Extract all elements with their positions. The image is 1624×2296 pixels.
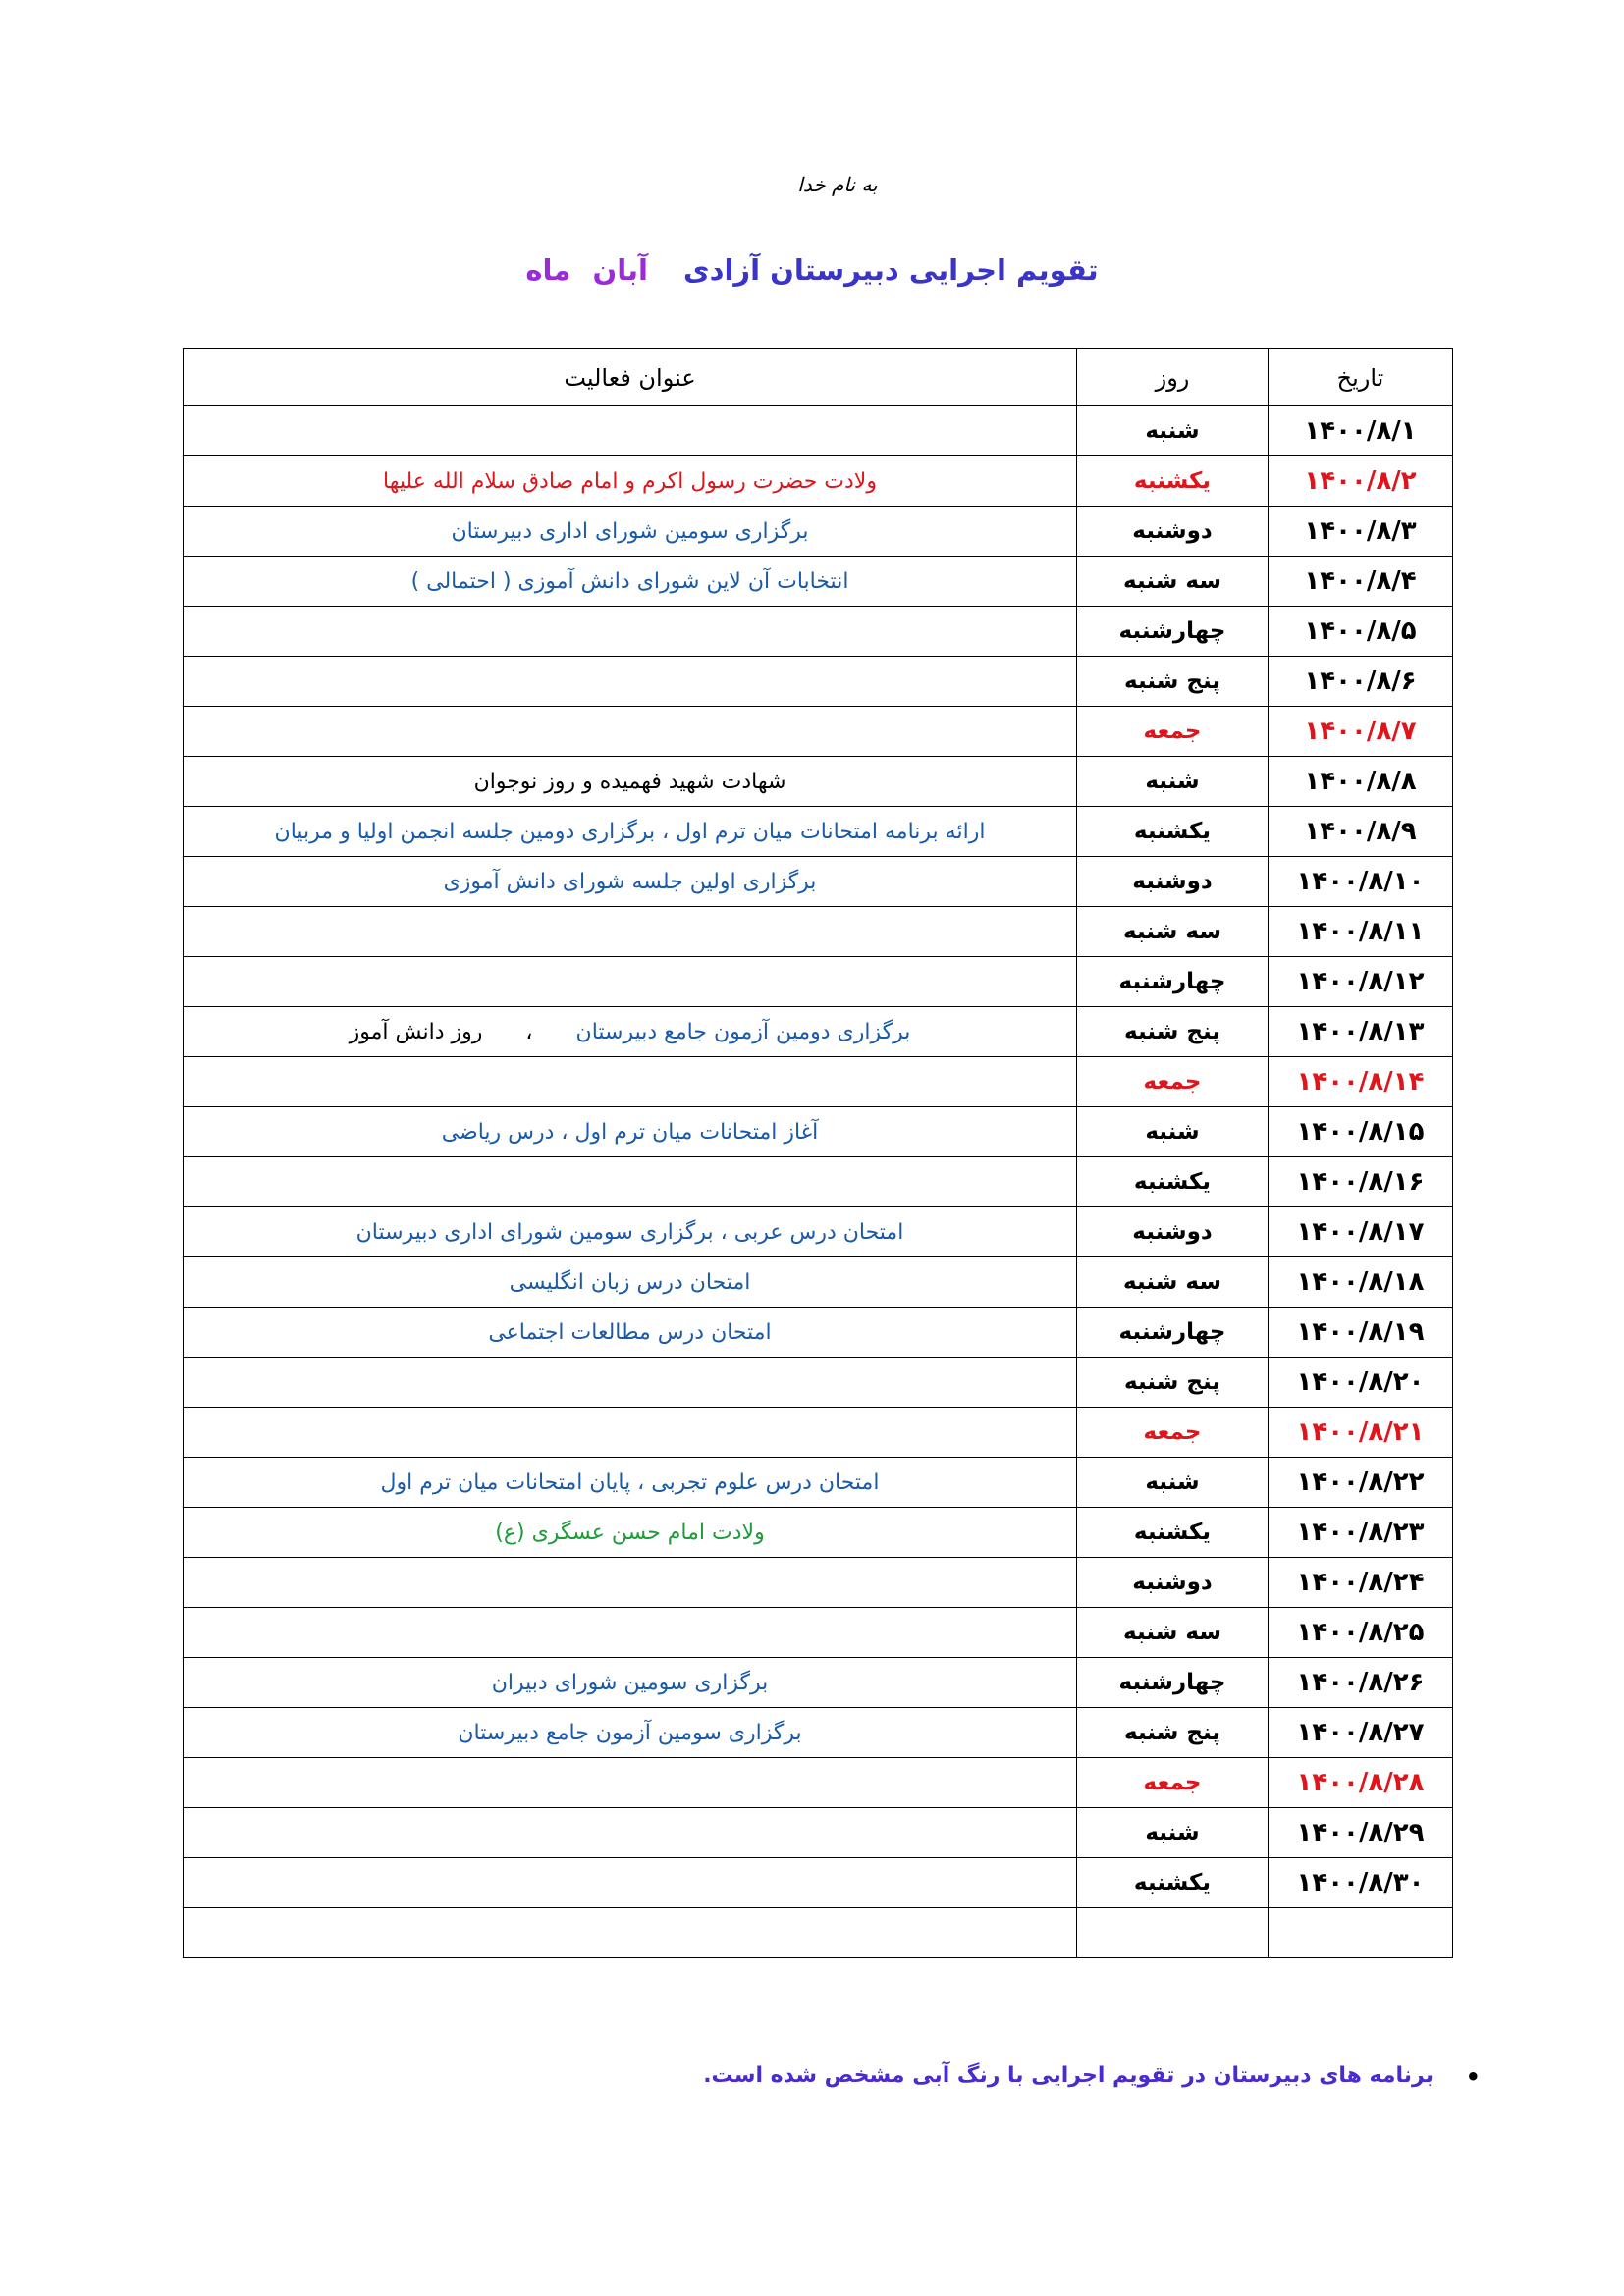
date-cell: ۱۴۰۰/۸/۱۸ [1269,1257,1453,1308]
bismillah-header: به نام خدا [797,173,878,196]
date-cell: ۱۴۰۰/۸/۲۶ [1269,1658,1453,1708]
activity-cell [184,707,1077,757]
activity-cell [184,857,1077,907]
table-row [184,507,1453,557]
activity-text: ، [525,1019,533,1044]
activity-cell [184,1508,1077,1558]
day-cell: یکشنبه [1077,456,1269,507]
date-cell: ۱۴۰۰/۸/۲۹ [1269,1808,1453,1858]
day-cell: چهارشنبه [1077,607,1269,657]
activity-cell [184,807,1077,857]
date-cell: ۱۴۰۰/۸/۴ [1269,557,1453,607]
date-cell: ۱۴۰۰/۸/۲۴ [1269,1558,1453,1608]
date-cell: ۱۴۰۰/۸/۵ [1269,607,1453,657]
activity-cell [184,1858,1077,1908]
date-cell: ۱۴۰۰/۸/۹ [1269,807,1453,857]
date-cell: ۱۴۰۰/۸/۷ [1269,707,1453,757]
activity-cell [184,1758,1077,1808]
day-cell: چهارشنبه [1077,1658,1269,1708]
activity-text: برگزاری اولین جلسه شورای دانش آموزی [443,869,817,894]
activity-cell [184,607,1077,657]
table-row [184,1157,1453,1207]
day-cell: جمعه [1077,1408,1269,1458]
table-row [184,1508,1453,1558]
table-row [184,1107,1453,1157]
table-row [184,857,1453,907]
activity-cell [184,507,1077,557]
activity-text: برگزاری دومین آزمون جامع دبیرستان [575,1019,911,1044]
activity-text: انتخابات آن لاین شورای دانش آموزی ( احتمالی ) [410,568,849,594]
table-body [184,406,1453,1958]
day-cell: پنج شنبه [1077,1007,1269,1057]
activity-text: شهادت شهید فهمیده و روز نوجوان [473,769,786,794]
table-row [184,1758,1453,1808]
table-row [184,1257,1453,1308]
activity-cell [184,1057,1077,1107]
date-cell: ۱۴۰۰/۸/۲۱ [1269,1408,1453,1458]
day-cell: پنج شنبه [1077,1708,1269,1758]
activity-cell [184,1408,1077,1458]
activity-text: ولادت حضرت رسول اکرم و امام صادق سلام الله علیها [383,468,877,494]
day-cell: شنبه [1077,757,1269,807]
activity-cell [184,456,1077,507]
table-row [184,1458,1453,1508]
day-cell: چهارشنبه [1077,957,1269,1007]
activity-cell [184,1808,1077,1858]
day-cell: شنبه [1077,1808,1269,1858]
table-row [184,1808,1453,1858]
table-row [184,1358,1453,1408]
date-cell: ۱۴۰۰/۸/۱۶ [1269,1157,1453,1207]
date-cell: ۱۴۰۰/۸/۶ [1269,657,1453,707]
date-cell: ۱۴۰۰/۸/۲ [1269,456,1453,507]
activity-text: آغاز امتحانات میان ترم اول ، درس ریاضی [441,1119,819,1145]
activity-cell [184,1308,1077,1358]
date-cell: ۱۴۰۰/۸/۸ [1269,757,1453,807]
date-cell: ۱۴۰۰/۸/۱۲ [1269,957,1453,1007]
day-cell: پنج شنبه [1077,657,1269,707]
activity-cell [184,1608,1077,1658]
activity-cell [184,1107,1077,1157]
activity-cell [184,907,1077,957]
table-row [184,1908,1453,1958]
date-cell: ۱۴۰۰/۸/۱ [1269,406,1453,456]
table-row [184,807,1453,857]
table-row [184,757,1453,807]
activity-text: امتحان درس مطالعات اجتماعی [488,1319,772,1345]
table-row [184,1708,1453,1758]
calendar-table [183,348,1453,1958]
day-cell: یکشنبه [1077,1508,1269,1558]
title-suffix: ماه [525,253,571,287]
day-cell: دوشنبه [1077,1207,1269,1257]
activity-cell [184,1908,1077,1958]
activity-cell [184,1257,1077,1308]
activity-cell [184,1658,1077,1708]
table-row [184,1057,1453,1107]
day-cell: پنج شنبه [1077,1358,1269,1408]
day-cell: یکشنبه [1077,1157,1269,1207]
table-header-row [184,349,1453,406]
table-row [184,406,1453,456]
activity-text: روز دانش آموز [349,1019,483,1044]
date-cell: ۱۴۰۰/۸/۲۷ [1269,1708,1453,1758]
table-row [184,1207,1453,1257]
table-row [184,1608,1453,1658]
date-cell: ۱۴۰۰/۸/۲۰ [1269,1358,1453,1408]
day-cell: دوشنبه [1077,1558,1269,1608]
day-cell: جمعه [1077,707,1269,757]
day-cell: سه شنبه [1077,557,1269,607]
date-cell: ۱۴۰۰/۸/۱۷ [1269,1207,1453,1257]
date-cell: ۱۴۰۰/۸/۱۰ [1269,857,1453,907]
date-cell: ۱۴۰۰/۸/۱۴ [1269,1057,1453,1107]
activity-text: امتحان درس علوم تجربی ، پایان امتحانات میان ترم اول [380,1469,880,1495]
activity-text: ارائه برنامه امتحانات میان ترم اول ، برگزاری دومین جلسه انجمن اولیا و مربیان [274,819,986,844]
table-row [184,1658,1453,1708]
activity-cell [184,757,1077,807]
day-cell: شنبه [1077,1458,1269,1508]
title-month: آبان [592,253,648,287]
date-cell: ۱۴۰۰/۸/۳ [1269,507,1453,557]
date-cell: ۱۴۰۰/۸/۱۵ [1269,1107,1453,1157]
bullet-icon: • [1465,2063,1481,2091]
day-cell: یکشنبه [1077,1858,1269,1908]
day-cell: دوشنبه [1077,507,1269,557]
day-cell: جمعه [1077,1758,1269,1808]
table-row [184,557,1453,607]
table-row [184,1558,1453,1608]
day-cell: جمعه [1077,1057,1269,1107]
activity-cell [184,406,1077,456]
activity-cell [184,957,1077,1007]
table-row [184,456,1453,507]
date-cell: ۱۴۰۰/۸/۳۰ [1269,1858,1453,1908]
activity-cell [184,1157,1077,1207]
day-cell [1077,1908,1269,1958]
table-row [184,907,1453,957]
header-date: تاریخ [1269,349,1453,406]
table-row [184,1858,1453,1908]
activity-cell [184,1207,1077,1257]
day-cell: شنبه [1077,1107,1269,1157]
day-cell: یکشنبه [1077,807,1269,857]
day-cell: سه شنبه [1077,1257,1269,1308]
activity-cell [184,557,1077,607]
table-row [184,607,1453,657]
table-row [184,657,1453,707]
day-cell: سه شنبه [1077,1608,1269,1658]
title-main: تقویم اجرایی دبیرستان آزادی [683,253,1099,287]
activity-text: برگزاری سومین آزمون جامع دبیرستان [458,1720,802,1745]
activity-text: برگزاری سومین شورای دبیران [491,1670,769,1695]
table-row [184,1408,1453,1458]
table-row [184,957,1453,1007]
activity-cell [184,1007,1077,1057]
footer-note-text: برنامه های دبیرستان در تقویم اجرایی با رنگ آبی مشخص شده است. [703,2063,1434,2088]
activity-cell [184,1558,1077,1608]
date-cell: ۱۴۰۰/۸/۲۵ [1269,1608,1453,1658]
day-cell: چهارشنبه [1077,1308,1269,1358]
header-day: روز [1077,349,1269,406]
day-cell: دوشنبه [1077,857,1269,907]
activity-text: ولادت امام حسن عسگری (ع) [495,1520,765,1545]
date-cell: ۱۴۰۰/۸/۱۹ [1269,1308,1453,1358]
table-row [184,707,1453,757]
page-title [0,253,1624,287]
activity-text: برگزاری سومین شورای اداری دبیرستان [451,518,809,544]
activity-cell [184,1708,1077,1758]
table-row [184,1007,1453,1057]
activity-cell [184,657,1077,707]
header-activity: عنوان فعالیت [184,349,1077,406]
activity-text: امتحان درس عربی ، برگزاری سومین شورای اداری دبیرستان [355,1219,904,1245]
day-cell: شنبه [1077,406,1269,456]
day-cell: سه شنبه [1077,907,1269,957]
footer-note [589,2063,1481,2091]
activity-text: امتحان درس زبان انگلیسی [509,1269,751,1295]
table-row [184,1308,1453,1358]
date-cell: ۱۴۰۰/۸/۲۳ [1269,1508,1453,1558]
activity-cell [184,1358,1077,1408]
date-cell: ۱۴۰۰/۸/۲۸ [1269,1758,1453,1808]
date-cell: ۱۴۰۰/۸/۱۳ [1269,1007,1453,1057]
date-cell: ۱۴۰۰/۸/۲۲ [1269,1458,1453,1508]
date-cell [1269,1908,1453,1958]
activity-cell [184,1458,1077,1508]
date-cell: ۱۴۰۰/۸/۱۱ [1269,907,1453,957]
